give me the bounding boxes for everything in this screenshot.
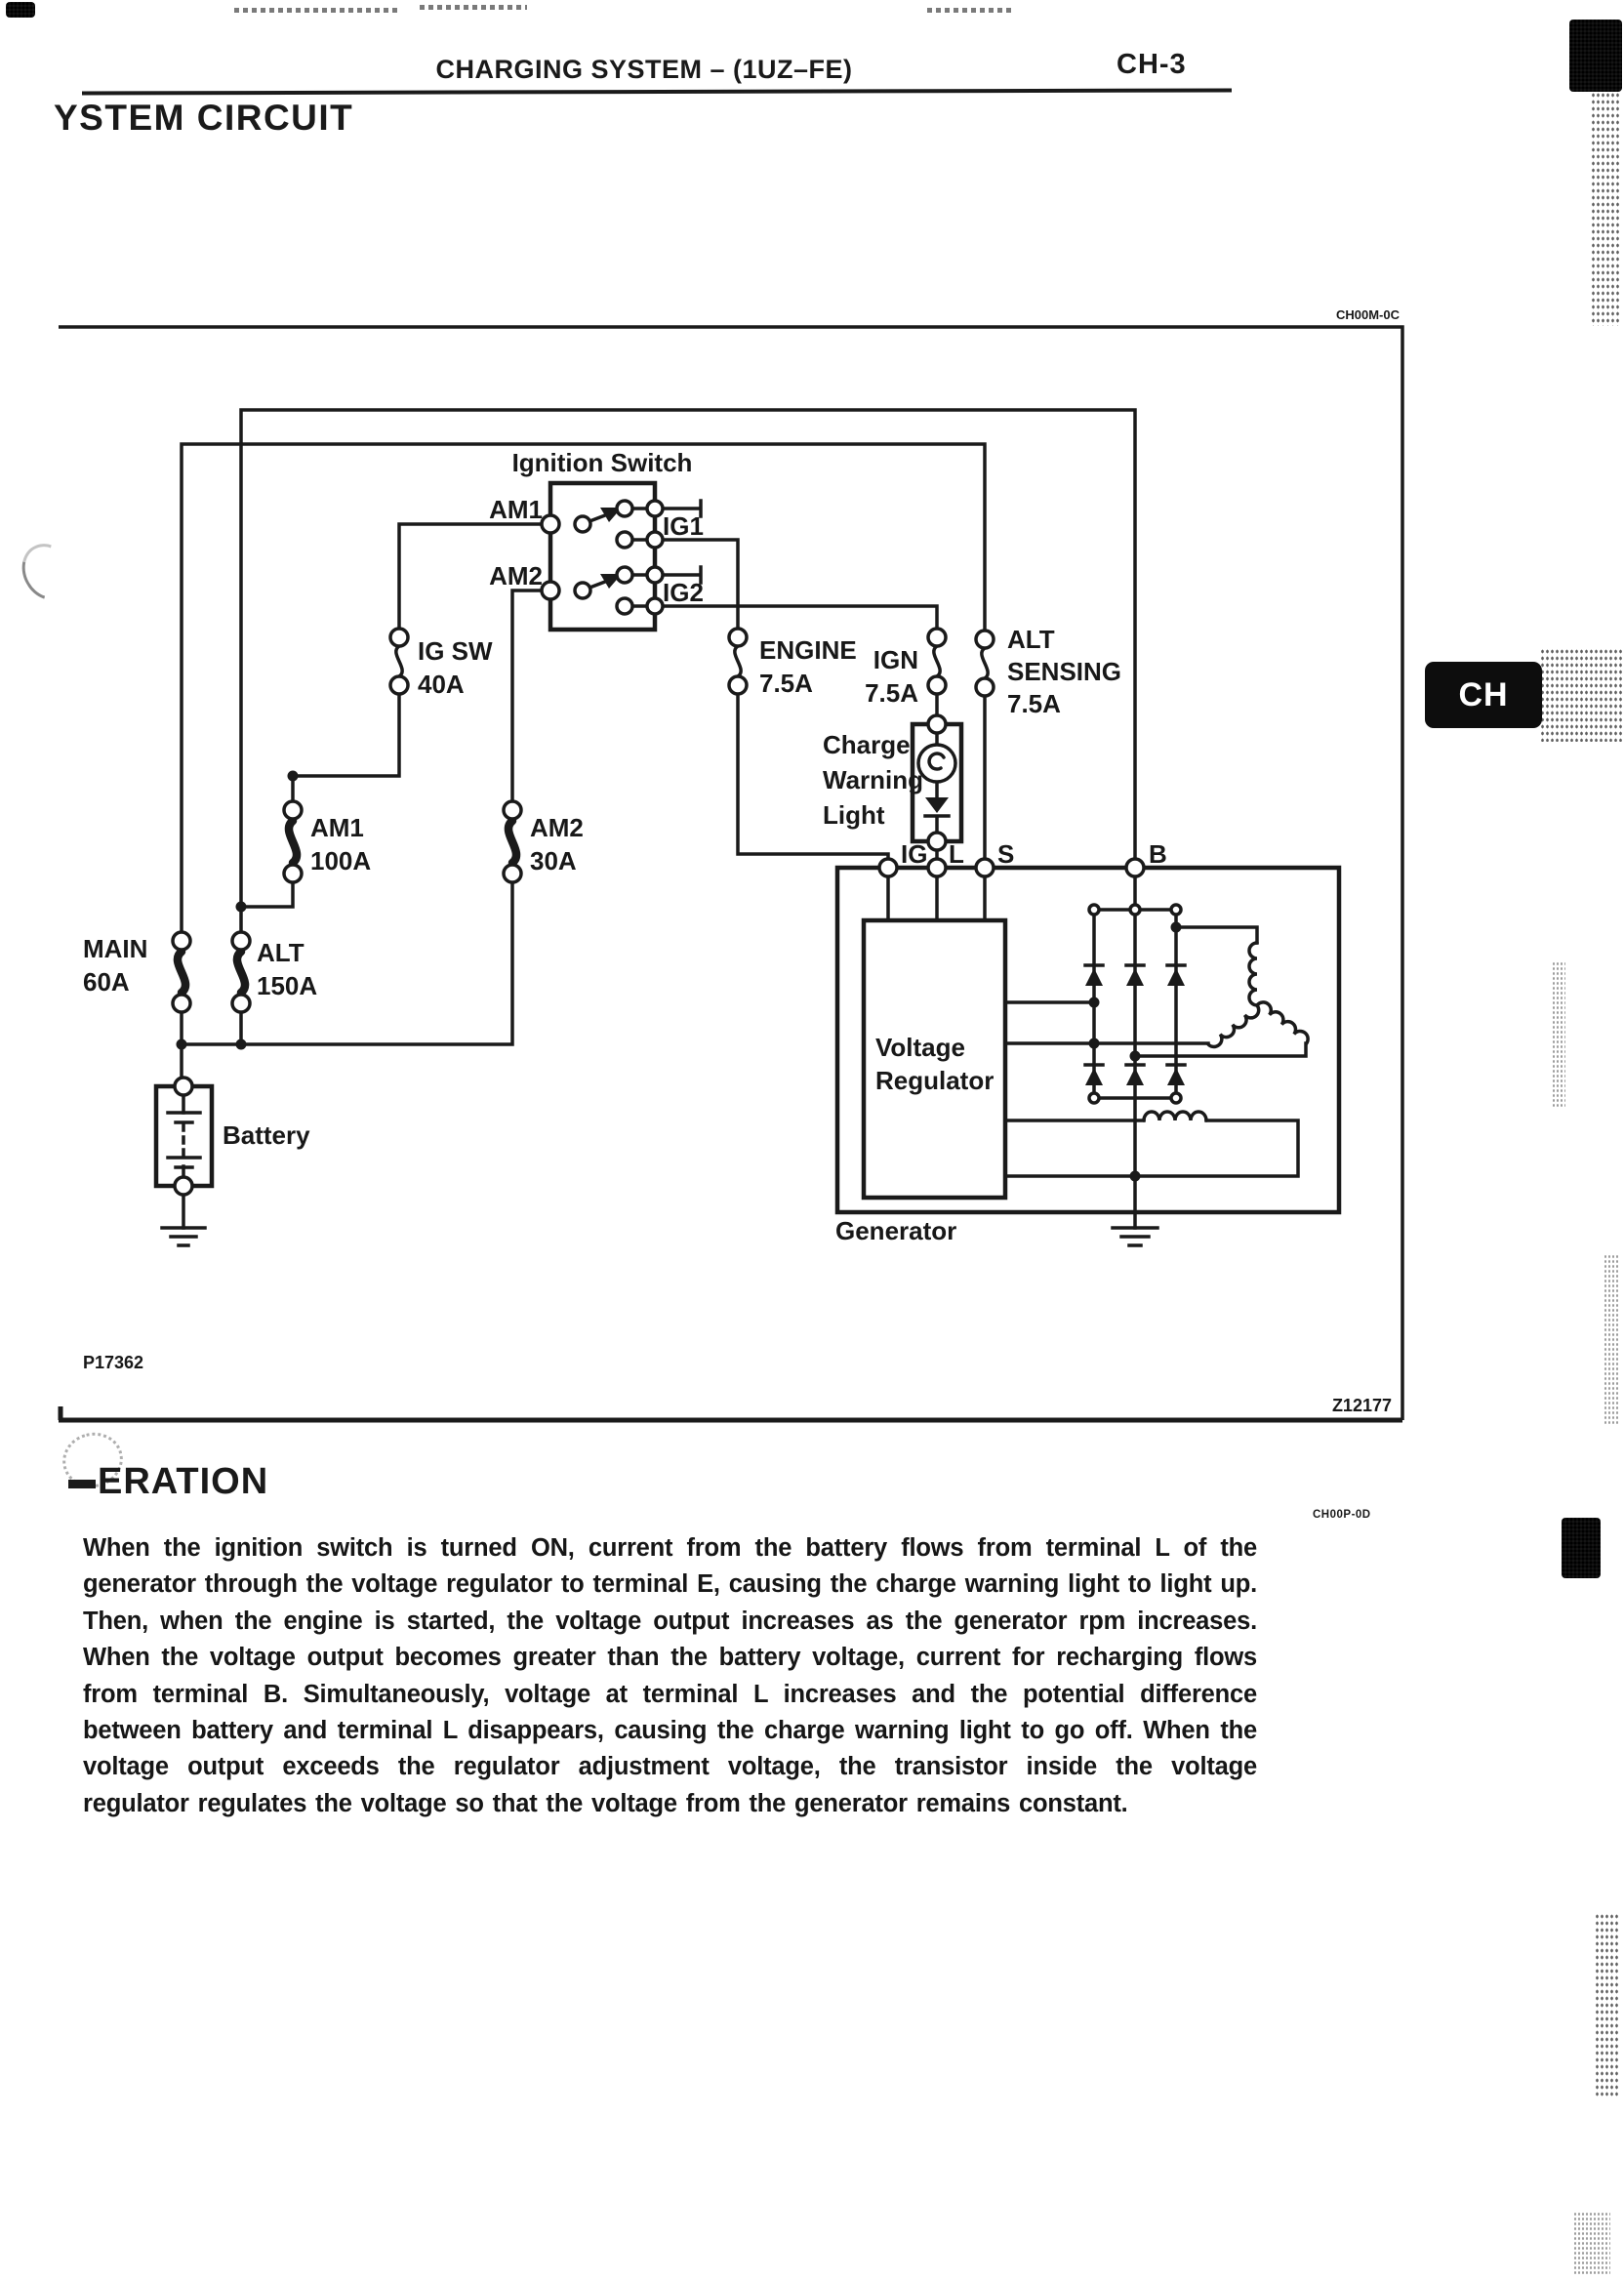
- ground-icon-generator: [1113, 1228, 1157, 1245]
- am1-terminal-label: AM1: [489, 495, 543, 524]
- link-alt-name: ALT: [257, 938, 304, 967]
- ignition-switch-label: Ignition Switch: [511, 448, 693, 477]
- stator-winding-icon: [1208, 943, 1312, 1050]
- fuse-alt-sensing-name: ALT: [1007, 625, 1055, 654]
- battery-label: Battery: [223, 1120, 310, 1150]
- link-main-name: MAIN: [83, 934, 148, 963]
- diagram-frame: [59, 327, 1402, 1420]
- fuse-ign-icon: [934, 646, 940, 676]
- fuse-ign-name: IGN: [873, 645, 918, 674]
- diode-icon: [925, 797, 949, 813]
- fuse-engine-rating: 7.5A: [759, 669, 813, 698]
- ig2-terminal-label: IG2: [663, 578, 704, 607]
- ig1-terminal-label: IG1: [663, 511, 704, 541]
- diagram-ref-bottom: Z12177: [1331, 1396, 1392, 1415]
- faded-letter-artifact: [68, 1480, 96, 1488]
- section-title: YSTEM CIRCUIT: [54, 98, 354, 138]
- fusible-link-alt-icon: [237, 952, 245, 993]
- operation-paragraph: When the ignition switch is turned ON, current from the battery flows from terminal L of the generator through the voltage regulator to terminal E, causing the charge warning light to light up. Then, when the engine is started, the voltage output increases as the generator rpm increases. When the voltage output becomes greater than the battery voltage, current for recharging flows from terminal B. Simultaneously, voltage at terminal L increases and the potential difference between battery and terminal L disappears, causing the charge warning light to go off. When the voltage output exceeds the regulator adjustment voltage, the transistor inside the voltage regulator regulates the voltage so that the voltage from the generator remains constant.: [83, 1534, 1257, 1817]
- fuse-alt-sensing-rating: 7.5A: [1007, 689, 1061, 718]
- fuse-engine-icon: [735, 646, 741, 676]
- fuse-ign-rating: 7.5A: [865, 678, 918, 708]
- am2-terminal-label: AM2: [489, 561, 543, 590]
- header-title: CHARGING SYSTEM – (1UZ–FE): [435, 55, 853, 84]
- terminal-ig-label: IG: [901, 839, 928, 869]
- fuse-engine-name: ENGINE: [759, 635, 857, 665]
- cwl-label-2: Warning: [823, 765, 924, 794]
- bulb-icon: [918, 745, 955, 782]
- fuse-ig-sw-rating: 40A: [418, 670, 465, 699]
- link-am2-rating: 30A: [530, 846, 577, 875]
- terminal-b-label: B: [1149, 839, 1167, 869]
- fuse-ig-sw-icon: [396, 646, 402, 676]
- fuse-ig-sw-name: IG SW: [418, 636, 493, 666]
- link-alt-rating: 150A: [257, 971, 318, 1000]
- link-am2-name: AM2: [530, 813, 584, 842]
- terminal-s-label: S: [997, 839, 1015, 869]
- page-number: CH-3: [1116, 49, 1187, 80]
- ground-icon-battery: [162, 1228, 205, 1245]
- operation-ref-code: CH00P-0D: [1313, 1509, 1371, 1521]
- cwl-label-3: Light: [823, 800, 885, 830]
- operation-heading: ERATION: [98, 1461, 269, 1502]
- fuse-alt-sensing-icon: [982, 648, 988, 678]
- fuse-alt-sensing-name2: SENSING: [1007, 657, 1122, 686]
- fusible-link-main-icon: [178, 952, 185, 993]
- chapter-tab: CH: [1425, 662, 1542, 728]
- generator-label: Generator: [835, 1216, 957, 1245]
- voltage-regulator-label-2: Regulator: [875, 1066, 995, 1095]
- cwl-label-1: Charge: [823, 730, 911, 759]
- terminal-l-label: L: [949, 839, 964, 869]
- fusible-link-am1-icon: [289, 821, 297, 863]
- rotor-coil-icon: [1144, 1112, 1206, 1120]
- diagram-ref-top: CH00M-0C: [1335, 307, 1400, 322]
- diagram-frame-bottom: [59, 1406, 1402, 1420]
- link-am1-rating: 100A: [310, 846, 372, 875]
- link-am1-name: AM1: [310, 813, 364, 842]
- voltage-regulator-label-1: Voltage: [875, 1033, 965, 1062]
- link-main-rating: 60A: [83, 967, 130, 997]
- fusible-link-am2-icon: [508, 821, 516, 863]
- diagram-ref-photo: P17362: [83, 1353, 144, 1372]
